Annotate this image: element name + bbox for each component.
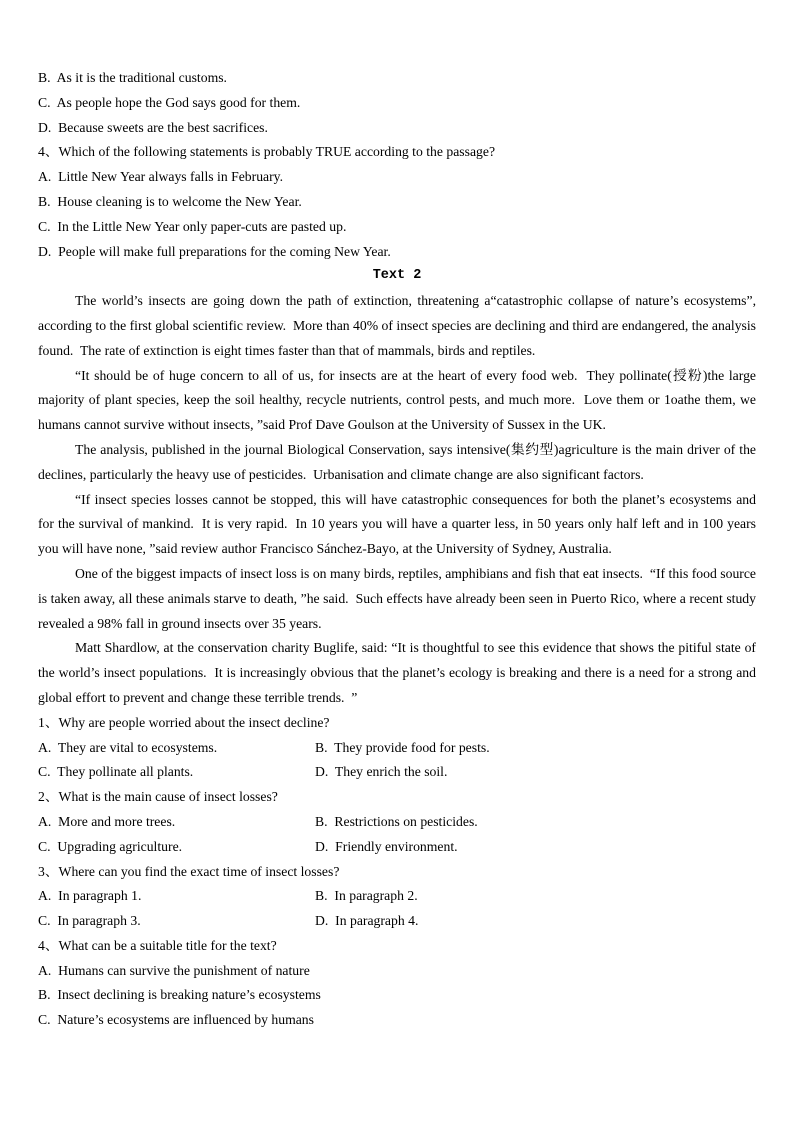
passage-paragraph: The world’s insects are going down the path of extinction, threatening a“catastrophic collapse of nature’s ecosystems”, according to the first global scientific review. More than 40% of insect species are declining and third are endangered, the analysis found. The rate of extinction is eight times faster than that of mammals, birds and reptiles.: [38, 293, 760, 358]
answer-option: B. House cleaning is to welcome the New Year.: [38, 193, 302, 209]
answer-option: C. Upgrading agriculture.: [38, 838, 183, 854]
answer-option: C. They pollinate all plants.: [38, 764, 194, 780]
option-row: [38, 736, 756, 761]
answer-option: A. They are vital to ecosystems.: [38, 739, 218, 755]
question-stem: 4、Which of the following statements is probably TRUE according to the passage?: [38, 144, 496, 160]
answer-option: A. More and more trees.: [38, 813, 176, 829]
option-row: [38, 760, 756, 785]
answer-option: B. Restrictions on pesticides.: [315, 813, 478, 829]
document-content: [38, 66, 760, 1033]
question-stem: 4、What can be a suitable title for the text?: [38, 937, 277, 953]
answer-option: B. In paragraph 2.: [315, 888, 418, 904]
answer-option: D. In paragraph 4.: [315, 913, 419, 929]
passage-paragraph: One of the biggest impacts of insect loss is on many birds, reptiles, amphibians and fish that eat insects. “If this food source is taken away, all these animals starve to death, ”he said. Such effects have already been seen in Puerto Rico, where a recent study revealed a 98% fall in ground insects over 35 years.: [38, 565, 760, 631]
answer-option: B. As it is the traditional customs.: [38, 70, 227, 85]
answer-option: C. Nature’s ecosystems are influenced by humans: [38, 1012, 314, 1028]
option-row: [38, 909, 756, 934]
question-stem: 2、What is the main cause of insect losses?: [38, 789, 278, 805]
answer-option: B. They provide food for pests.: [315, 739, 490, 755]
question-stem: 3、Where can you find the exact time of insect losses?: [38, 863, 340, 879]
option-row: [38, 835, 756, 860]
passage-heading: Text 2: [372, 268, 422, 284]
answer-option: C. In the Little New Year only paper-cuts are pasted up.: [38, 218, 347, 234]
option-row: [38, 810, 756, 835]
question-stem: 1、Why are people worried about the insect decline?: [38, 714, 330, 730]
passage-paragraph: “If insect species losses cannot be stopped, this will have catastrophic consequences for both the planet’s ecosystems and for the survival of mankind. It is very rapid. In 10 years you will have a quarter less, in 50 years only half left and in 100 years you will have none, ”said review author Francisco Sánchez-Bayo, at the University of Sydney, Australia.: [38, 491, 760, 557]
answer-option: D. Friendly environment.: [315, 838, 458, 854]
answer-option: D. People will make full preparations for the coming New Year.: [38, 243, 391, 259]
answer-option: D. Because sweets are the best sacrifices.: [38, 119, 268, 135]
answer-option: C. In paragraph 3.: [38, 913, 141, 929]
answer-option: B. Insect declining is breaking nature’s ecosystems: [38, 987, 321, 1003]
answer-option: A. Little New Year always falls in February.: [38, 169, 284, 185]
answer-option: D. They enrich the soil.: [315, 764, 448, 780]
answer-option: C. As people hope the God says good for them.: [38, 94, 301, 110]
option-row: [38, 884, 756, 909]
passage-paragraph: Matt Shardlow, at the conservation charity Buglife, said: “It is thoughtful to see this evidence that shows the pitiful state of the world’s insect populations. It is increasingly obvious that the planet’s ecology is breaking and there is a need for a strong and global effort to prevent and change these terrible trends. ”: [38, 640, 760, 705]
passage-paragraph: “It should be of huge concern to all of us, for insects are at the heart of every food web. They pollinate(授粉)the large majority of plant species, keep the soil healthy, recycle nutrients, control pests, and much more. Love them or 1oathe them, we humans cannot survive without insects, ”said Prof Dave Goulson at the University of Sussex in the UK.: [38, 367, 760, 433]
answer-option: A. Humans can survive the punishment of nature: [38, 962, 310, 978]
passage-paragraph: The analysis, published in the journal Biological Conservation, says intensive(集约型)agriculture is the main driver of the declines, particularly the heavy use of pesticides. Urbanisation and climate change are also significant factors.: [38, 441, 760, 482]
answer-option: A. In paragraph 1.: [38, 888, 142, 904]
